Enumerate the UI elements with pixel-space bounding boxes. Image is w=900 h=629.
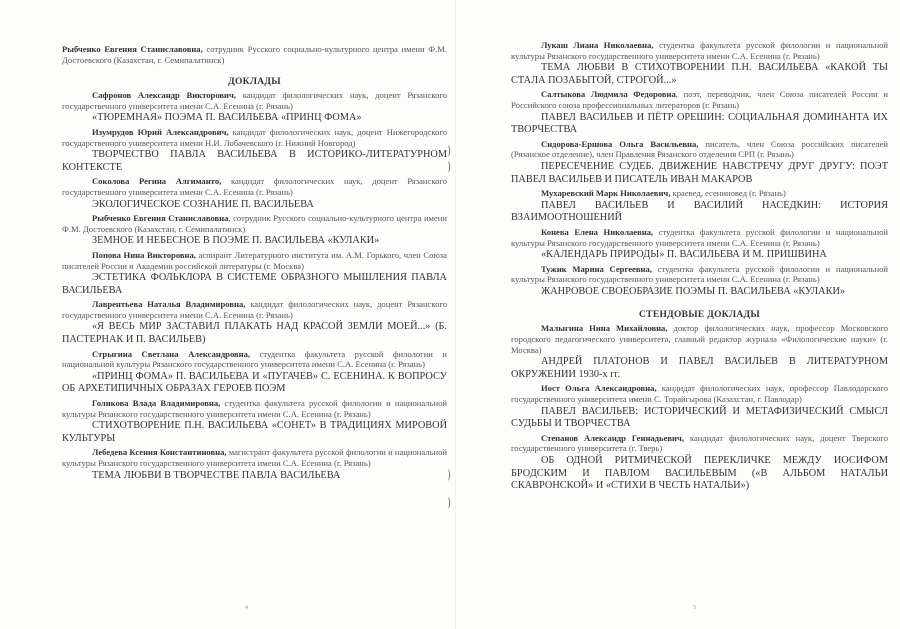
author-name: Попова Нина Викторовна, [92, 249, 196, 260]
page-number: 5 [693, 605, 696, 611]
author-name: Рыбченко Евгения Станиславовна, [62, 44, 203, 54]
report-title: АНДРЕЙ ПЛАТОНОВ И ПАВЕЛ ВАСИЛЬЕВ В ЛИТЕРАТУРНОМ ОКРУЖЕНИИ 1930-х гг. [511, 356, 888, 380]
author-description: краевед, есениновед (г. Рязань) [670, 188, 786, 199]
intro-author [62, 44, 447, 65]
author-description: писатель, член Союза российских писателей (Рязанское отделение), член Правления Рязанского отделения СРП (г. Рязань) [511, 138, 888, 160]
report-entry [511, 264, 888, 299]
report-author [511, 383, 888, 404]
report-entry [62, 90, 447, 125]
report-entry [511, 383, 888, 430]
report-title: СТИХОТВОРЕНИЕ П.Н. ВАСИЛЬЕВА «СОНЕТ» В ТРАДИЦИЯХ МИРОВОЙ КУЛЬТУРЫ [62, 420, 447, 444]
author-name: Салтыкова Людмила Федоровна [541, 89, 676, 100]
report-entry [511, 323, 888, 381]
author-name: Степанов Александр Геннадьевич, [541, 432, 684, 443]
author-name: Сидорова-Ершова Ольга Васильевна, [541, 138, 699, 149]
author-name: Малыгина Нина Михайловна, [541, 323, 668, 334]
author-name: Иост Ольга Александровна, [541, 383, 657, 394]
report-entry [62, 250, 447, 297]
report-entry [511, 433, 888, 493]
report-title: ЭСТЕТИКА ФОЛЬКЛОРА В СИСТЕМЕ ОБРАЗНОГО МЫШЛЕНИЯ ПАВЛА ВАСИЛЬЕВА [62, 272, 447, 296]
author-description: студентка факультета русской филологии и национальной культуры Рязанского государственного университета имени С.А. Есенина (г. Рязань) [511, 263, 888, 285]
section-heading-reports: ДОКЛАДЫ [228, 77, 281, 88]
author-description: , поэт, переводчик, член Союза писателей России и Российского союза профессиональных литераторов (г. Рязань) [511, 89, 888, 110]
report-list [62, 90, 447, 482]
report-entry [511, 89, 888, 136]
author-name: Конева Елена Николаевна, [541, 226, 654, 237]
report-entry [62, 176, 447, 211]
report-author [511, 139, 888, 160]
author-name: Тужик Марина Сергеевна, [541, 263, 652, 274]
report-title: «ПРИНЦ ФОМА» П. ВАСИЛЬЕВА И «ПУГАЧЕВ» С. ЕСЕНИНА. К ВОПРОСУ ОБ АРХЕТИПИЧНЫХ ОБРАЗАХ ГЕРОЕВ ПОЭМ [62, 370, 447, 395]
author-description: магистрант факультета русской филологии и национальной культуры Рязанского государственного университета имени С.А. Есенина (г. Рязань) [62, 447, 447, 468]
poster-report-list [511, 323, 888, 492]
author-name: Сафронов Александр Викторович, [92, 90, 236, 101]
report-list [511, 40, 888, 298]
report-entry [511, 40, 888, 87]
report-author [62, 250, 447, 271]
report-entry [62, 299, 447, 346]
author-description: студентка факультета русской филологии и национальной культуры Рязанского государственного университета имени С.А. Есенина (г. Рязань) [62, 348, 447, 370]
margin-mark-icon: ) [447, 158, 451, 173]
report-author [511, 227, 888, 248]
report-author [511, 89, 888, 110]
author-description: кандидат филологических наук, доцент Рязанского государственного университета имени С.А. Есенина (г. Рязань) [62, 90, 447, 111]
author-name: Лебедева Ксения Константиновна, [92, 447, 227, 458]
right-page [455, 0, 900, 629]
report-author [511, 188, 888, 199]
report-entry [62, 213, 447, 248]
report-title: ЖАНРОВОЕ СВОЕОБРАЗИЕ ПОЭМЫ П. ВАСИЛЬЕВА «КУЛАКИ» [541, 285, 846, 297]
report-author [62, 349, 447, 370]
report-entry [62, 447, 447, 482]
author-description: , сотрудник Русского социально-культурного центра имени Ф.М. Достоевского (Казахстан, г. Семипалатинск) [62, 213, 448, 234]
author-name: Соколова Регина Алгимантo, [92, 176, 222, 187]
author-description: кандидат филологических наук, профессор Павлодарского государственного университета имени С. Торайгырова (Казахстан, г. Павлодар) [511, 383, 888, 405]
report-title: ОБ ОДНОЙ РИТМИЧЕСКОЙ ПЕРЕКЛИЧКЕ МЕЖДУ ИОСИФОМ БРОДСКИМ И ПАВЛОМ ВАСИЛЬЕВЫМ («В АЛЬБОМ НАТАЛЬИ СКАВРОНСКОЙ» И «СТИХИ В ЧЕСТЬ НАТАЛЬИ») [511, 455, 888, 492]
report-author [62, 127, 447, 148]
author-description: сотрудник Русского социально-культурного центра имени Ф.М. Достоевского (Казахстан, г. Семипалатинск) [62, 44, 447, 65]
report-title: ТЕМА ЛЮБВИ В ТВОРЧЕСТВЕ ПАВЛА ВАСИЛЬЕВА [92, 469, 341, 481]
report-author [62, 213, 447, 234]
report-title: «ТЮРЕМНАЯ» ПОЭМА П. ВАСИЛЬЕВА «ПРИНЦ ФОМА» [92, 112, 362, 124]
margin-mark-icon: ) [447, 494, 451, 509]
report-title: ПАВЕЛ ВАСИЛЬЕВ: ИСТОРИЧЕСКИЙ И МЕТАФИЗИЧЕСКИЙ СМЫСЛ СУДЬБЫ И ТВОРЧЕСТВА [511, 405, 888, 430]
author-name: Лукаш Лиана Николаевна, [541, 40, 654, 50]
author-name: Стрыгина Светлана Александровна, [92, 348, 251, 359]
margin-mark-icon: ) [447, 142, 451, 157]
report-entry [511, 227, 888, 262]
report-author [511, 433, 888, 454]
section-heading-poster-reports: СТЕНДОВЫЕ ДОКЛАДЫ [639, 310, 760, 321]
author-description: студентка факультета русской филологии и национальной культуры Рязанского государственного университета имени С.А. Есенина (г. Рязань) [511, 40, 888, 61]
report-entry [62, 398, 447, 445]
report-author [511, 323, 888, 355]
report-author [62, 299, 447, 320]
report-title: ЗЕМНОЕ И НЕБЕСНОЕ В ПОЭМЕ П. ВАСИЛЬЕВА «КУЛАКИ» [92, 235, 380, 247]
report-author [62, 447, 447, 468]
report-title: «Я ВЕСЬ МИР ЗАСТАВИЛ ПЛАКАТЬ НАД КРАСОЙ ЗЕМЛИ МОЕЙ...» (Б. ПАСТЕРНАК И П. ВАСИЛЬЕВ) [62, 321, 447, 346]
report-title: ТВОРЧЕСТВО ПАВЛА ВАСИЛЬЕВА В ИСТОРИКО-ЛИТЕРАТУРНОМ КОНТЕКСТЕ [62, 149, 447, 173]
report-entry [511, 188, 888, 225]
author-description: студентка факультета русской филологии и национальной культуры Рязанского государственного университета имени С.А. Есенина (г. Рязань) [511, 226, 888, 248]
author-description: кандидат филологических наук, доцент Нижегородского государственного университета имени Н.И. Лобачевского (г. Нижний Новгород) [62, 126, 447, 148]
author-description: студентка факультета русской филологии и национальной культуры Рязанского государственного университета имени С.А. Есенина (г. Рязань) [62, 398, 447, 419]
author-description: кандидат филологических наук, доцент Рязанского государственного университета имени С.А. Есенина (г. Рязань) [62, 176, 447, 197]
report-entry [62, 349, 447, 396]
author-name: Рыбченко Евгения Станиславовна [92, 213, 229, 224]
report-entry [62, 127, 447, 174]
page-number: 4 [245, 605, 248, 611]
report-title: ПАВЕЛ ВАСИЛЬЕВ И ПЁТР ОРЕШИН: СОЦИАЛЬНАЯ ДОМИНАНТА ИХ ТВОРЧЕСТВА [511, 111, 888, 136]
report-title: ЭКОЛОГИЧЕСКОЕ СОЗНАНИЕ П. ВАСИЛЬЕВА [92, 198, 314, 210]
author-name: Голикова Влада Владимировна, [92, 398, 221, 409]
author-name: Мухаревский Марк Николаевич, [541, 188, 671, 199]
report-author [62, 176, 447, 197]
report-author [62, 398, 447, 419]
author-description: аспирант Литературного института им. А.М. Горького, член Союза писателей России и Академии российской литературы (г. Москва) [62, 249, 447, 271]
author-description: кандидат филологических наук, доцент Рязанского государственного университета имени С.А. Есенина (г. Рязань) [62, 299, 448, 320]
author-description: кандидат филологических наук, доцент Тверского государственного университета (г. Тверь) [511, 432, 888, 454]
margin-mark-icon: ) [447, 466, 451, 481]
report-title: «КАЛЕНДАРЬ ПРИРОДЫ» П. ВАСИЛЬЕВА И М. ПРИШВИНА [541, 249, 827, 261]
report-author [511, 40, 888, 61]
author-description: доктор филологических наук, профессор Московского городского педагогического университета, главный редактор журнала «Филологические науки» (г. Москва) [511, 323, 888, 355]
report-title: ТЕМА ЛЮБВИ В СТИХОТВОРЕНИИ П.Н. ВАСИЛЬЕВА «КАКОЙ ТЫ СТАЛА ПОЗАБЫТОЙ, СТРОГОЙ...» [511, 62, 888, 86]
report-author [511, 264, 888, 285]
author-name: Лаврентьева Наталья Владимировна, [92, 299, 246, 310]
report-title: ПАВЕЛ ВАСИЛЬЕВ И ВАСИЛИЙ НАСЕДКИН: ИСТОРИЯ ВЗАИМООТНОШЕНИЙ [511, 199, 888, 224]
report-author [62, 90, 447, 111]
report-entry [511, 139, 888, 186]
author-name: Изумрудов Юрий Александрович, [92, 126, 229, 137]
report-title: ПЕРЕСЕЧЕНИЕ СУДЕБ. ДВИЖЕНИЕ НАВСТРЕЧУ ДРУГ ДРУГУ: ПОЭТ ПАВЕЛ ВАСИЛЬЕВ И ПИСАТЕЛЬ ИВАН МАКАРОВ [511, 160, 888, 185]
